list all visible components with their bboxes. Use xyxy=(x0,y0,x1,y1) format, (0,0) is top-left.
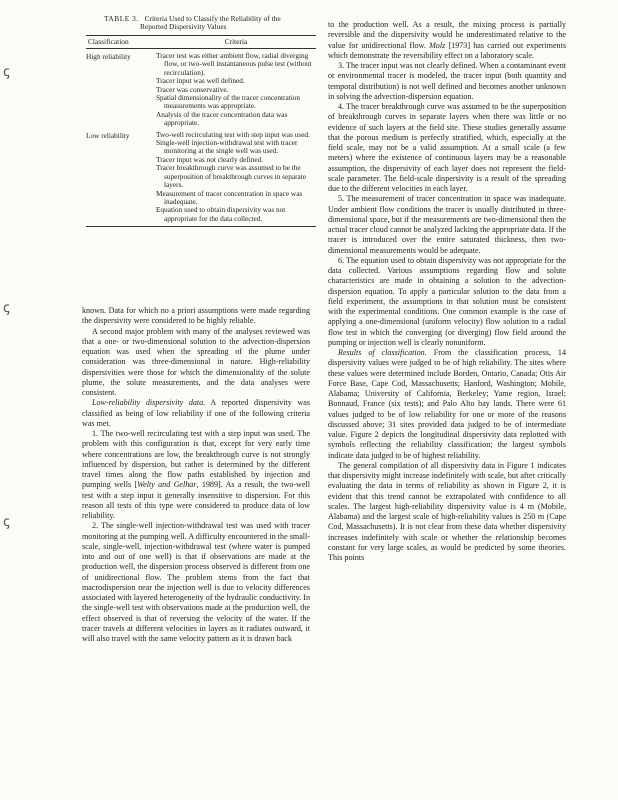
section-run-in-title: Results of classification. xyxy=(338,348,427,357)
table-bottom-rule xyxy=(86,226,316,227)
table-caption-line2: Reported Dispersivity Values xyxy=(140,22,227,32)
paragraph-body: A reported dispersivity was classified as being of low reliability if one of the following criteria was met. xyxy=(82,398,311,428)
header-classification: Classification xyxy=(88,36,129,46)
criterion-item: Single-well injection-withdrawal test with tracer monitoring at the single well was used. xyxy=(156,138,298,156)
row-criteria-list xyxy=(156,52,316,128)
paragraph: The general compilation of all dispersivity data in Figure 1 indicates that dispersivity might increase indefinitely with scale, but after critically evaluating the data in terms of reliability as shown in Figure 2, it is evident that this trend cannot be extrapolated with confidence to all scales. The largest high-reliability dispersivity value is 4 m (Mobile, Alabama) and the largest scale of high-reliability values is 250 m (Cape Cod, Massachusetts). It is not clear from these data whether dispersivity increases indefinitely with scale or whether the relationship becomes constant for very large scales, as would be predicted by some theories. This points xyxy=(328,460,566,562)
paragraph-text: 1. The two-well recirculating test with a step input was used. The problem with this configuration is that, except for very early time where concentrations are low, the breakthrough curve is not strongly influenced by dispersion, but rather is determined by the different travel times along the flow paths established by injection and pumping wells [ xyxy=(82,429,310,490)
results-paragraph xyxy=(328,348,566,461)
criterion-item: Spatial dimensionality of the tracer concentration measurements was appropriate. xyxy=(156,93,301,111)
section-run-in-title: Low-reliability dispersivity data. xyxy=(92,398,206,408)
header-criteria: Criteria xyxy=(224,36,248,46)
criterion-item: Measurement of tracer concentration in space was inadequate. xyxy=(156,188,303,206)
criterion-1-paragraph xyxy=(82,429,310,521)
criteria-table xyxy=(86,15,316,227)
criterion-item: Equation used to obtain dispersivity was not appropriate for the data collected. xyxy=(156,205,286,223)
criterion-item: Tracer input was not clearly defined. xyxy=(156,154,264,164)
table-caption xyxy=(86,15,316,32)
binder-hole-mark-top: ꞔ xyxy=(3,64,10,80)
criterion-item: Tracer test was either ambient flow, radial diverging flow, or two-well instantaneous pulse test (without recirculation). xyxy=(156,51,312,77)
binder-hole-mark-middle: ꞔ xyxy=(3,300,10,316)
table-label: TABLE 3. xyxy=(104,14,139,23)
paragraph: 3. The tracer input was not clearly defined. When a contaminant event or environmental tracer is modeled, the tracer input (both quantity and temporal distribution) is not well defined and becomes another unknown in solving the advection-dispersion equation. xyxy=(328,61,566,101)
left-text-column xyxy=(82,306,310,644)
paragraph: 6. The equation used to obtain dispersivity was not appropriate for the data collected. Various assumptions regarding flow and solute characteristics are made in obtaining a solution to the advection-dispersion equation. To apply a particular solution to the data from a field experiment, the assumptions in that solution must be consistent with the experimental conditions. One common example is the case of applying a one-dimensional (uniform velocity) flow solution to a radial flow test in which the converging (or diverging) flow field around the pumping or injection well is clearly nonuniform. xyxy=(328,255,566,347)
paragraph-body: From the classification process, 14 dispersivity values were judged to be of high reliability. The sites where these values were determined include Borden, Ontario, Canada; Otis Air Force Base, Cape Cod, Massachusetts; Hanford, Washington; Mobile, Alabama; University of California, Berkeley; Yame region, Israel; Bonnaud, France (six tests); and Palo Alto bay lands. There were 61 values judged to be of low reliability for one or more of the reasons discussed above; 31 sites provided data judged to be of intermediate value. Figure 2 depicts the longitudinal dispersivity data replotted with symbols reflecting the reliability classification; the largest symbols indicate data judged to be of highest reliability. xyxy=(328,348,566,460)
right-text-column xyxy=(328,20,566,563)
table-row xyxy=(86,131,316,223)
table-row xyxy=(86,52,316,128)
table-header-row xyxy=(86,38,316,46)
paragraph-text: [1973] has carried out experiments which demonstrate the reversibility effect on a laboratory scale. xyxy=(328,40,566,60)
row-classification: Low reliability xyxy=(86,130,130,140)
citation: Molz xyxy=(429,40,446,50)
row-criteria-list xyxy=(156,131,316,223)
criterion-item: Tracer was conservative. xyxy=(156,84,229,94)
citation: Welty and Gelhar xyxy=(137,480,197,490)
criterion-item: Two-well recirculating test with step input was used. xyxy=(156,129,310,139)
paragraph: 2. The single-well injection-withdrawal test was used with tracer monitoring at the pumping well. A difficulty encountered in the small-scale, single-well, injection-withdrawal test (where water is pumped into and out of one well) is that if observations are made at the production well, the dispersion process observed is different from one of unidirectional flow. The problem stems from the fact that macrodispersion near the injection well is due to velocity differences associated with layered heterogeneity of the hydraulic conductivity. In the single-well test with observations made at the production well, the effect observed is that of reversing the velocity of the water. If the tracer travels at different velocities in layers as it radiates outward, it will also travel with the same velocity pattern as it is drawn back xyxy=(82,521,310,643)
paragraph: 4. The tracer breakthrough curve was assumed to be the superposition of breakthrough curves in separate layers when there was little or no evidence of such layers at the field site. These studies generally assume that the porous medium is perfectly stratified, which, especially at the field scale, may not be a valid assumption. At a small scale (a few meters) where the existence of continuous layers may be a reasonable assumption, the dispersivity of each layer does not represent the field-scale parameter. The field-scale dispersivity is a result of the spreading due to the different velocities in each layer. xyxy=(328,102,566,193)
criterion-item: Tracer breakthrough curve was assumed to be the superposition of breakthrough curves in separate layers. xyxy=(156,163,307,190)
table-top-rule xyxy=(86,35,316,36)
paragraph-text: to the production well. As a result, the mixing process is partially reversible and the dispersivity would be underestimated relative to the value for unidirectional flow. xyxy=(328,20,566,50)
table-header-rule xyxy=(86,48,316,49)
row-classification: High reliability xyxy=(86,52,131,61)
binder-hole-mark-bottom: ꞔ xyxy=(3,514,10,530)
paragraph-text: , 1989]. As a result, the two-well test with a step input it generally insensitive to dispersion. For this reason all tests of this type were considered to produce data of low reliability. xyxy=(82,480,310,520)
paragraph: A second major problem with many of the analyses reviewed was that a one- or two-dimensional solution to the advection-dispersion equation was used when the spreading of the plume under consideration was three-dimensional in nature. High-reliability dispersivities were those for which the dimensionality of the solute plume, the solute measurements, and the data analyses were consistent. xyxy=(82,326,310,397)
criterion-item: Analysis of the tracer concentration data was appropriate. xyxy=(156,109,288,128)
criterion-item: Tracer input was well defined. xyxy=(156,76,245,86)
paragraph: 5. The measurement of tracer concentration in space was inadequate. Under ambient flow conditions the tracer is usually distributed in three-dimensional space, but if the measurements are two-dimensional then the actual tracer cloud cannot be analyzed lacking the appropriate data. If the tracer is introduced over the entire saturated thickness, then two-dimensional measurements would be adequate. xyxy=(328,194,566,255)
paragraph: known. Data for which no a priori assumptions were made regarding the dispersivity were considered to be highly reliable. xyxy=(82,306,310,326)
low-reliability-paragraph xyxy=(82,398,310,429)
continued-paragraph xyxy=(328,20,566,61)
table-caption-line1: Criteria Used to Classify the Reliability of the xyxy=(144,14,281,23)
